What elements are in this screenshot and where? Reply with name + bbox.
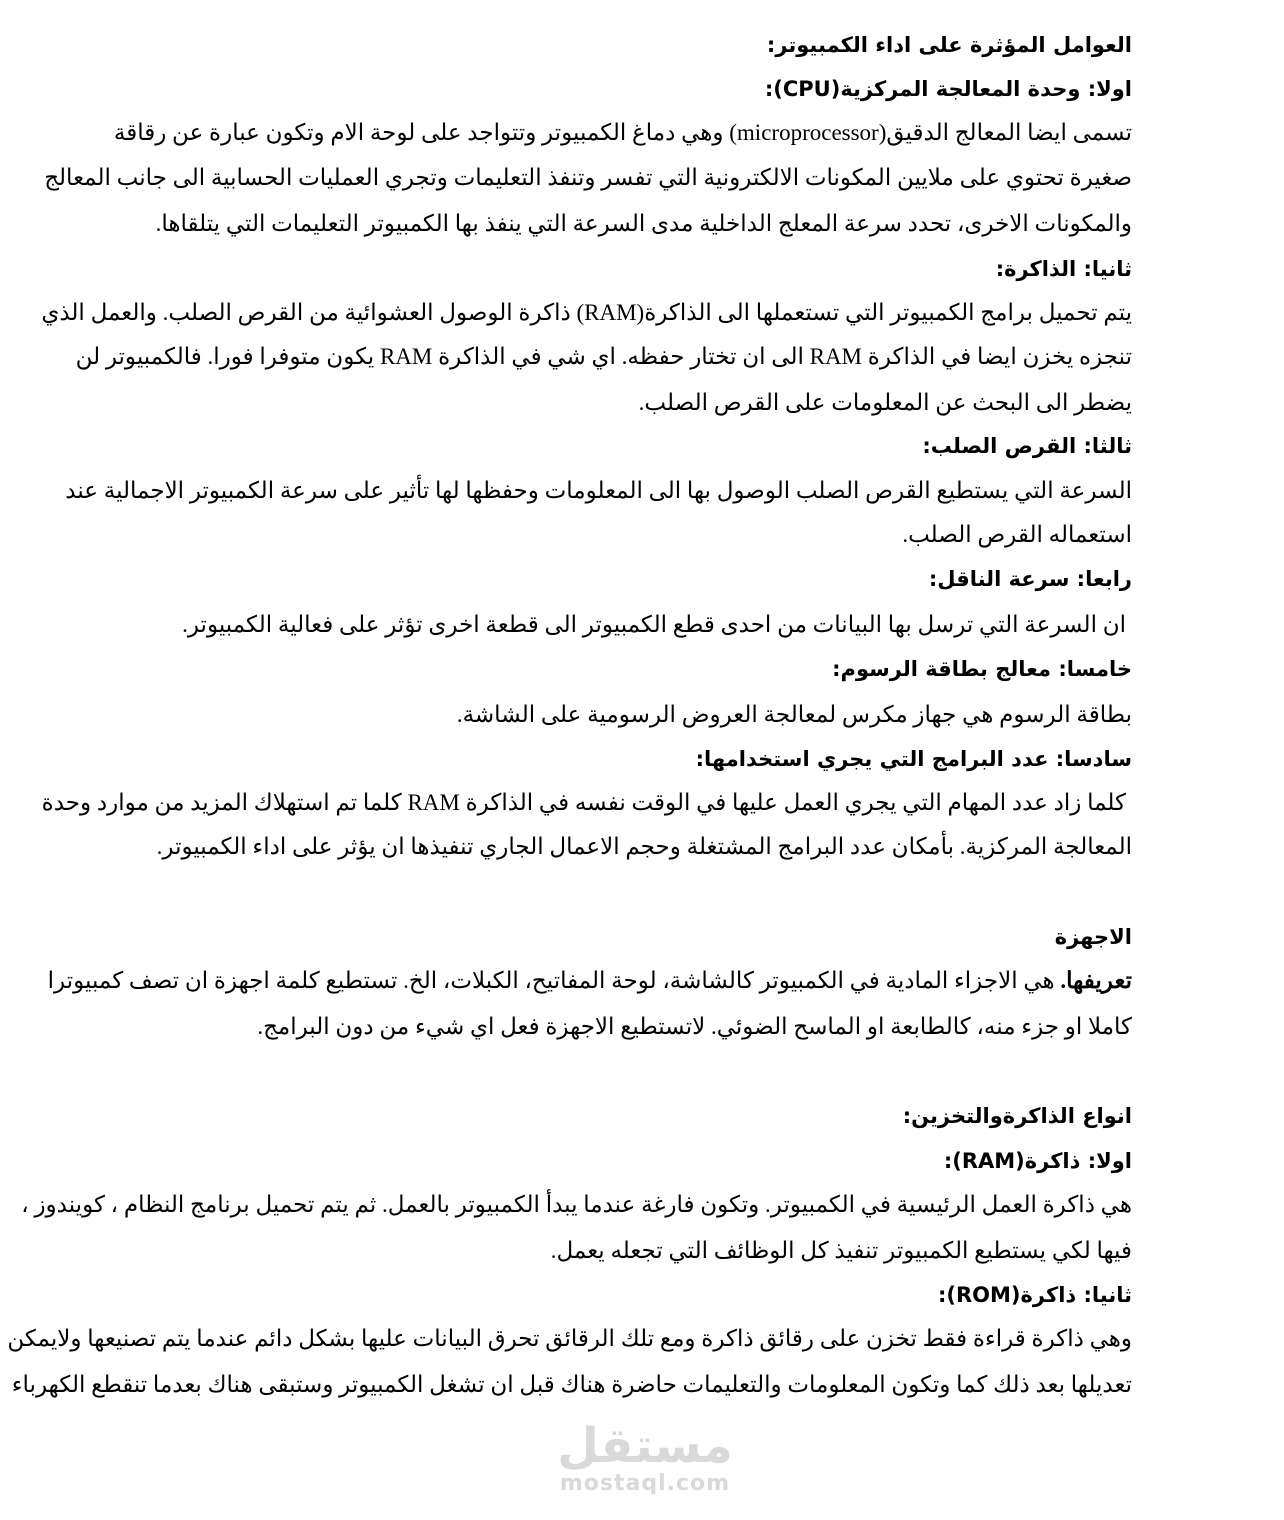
programs-paragraph-line: المعالجة المركزية. بأمكان عدد البرامج المشتغلة وحجم الاعمال الجاري تنفيذها ان يؤثر على اداء الكمبيوتر. [156, 834, 1132, 859]
bus-speed-heading: رابعا: سرعة الناقل: [928, 567, 1132, 591]
section-title: العوامل المؤثرة على اداء الكمبيوتر: [766, 33, 1132, 57]
graphics-paragraph-line: بطاقة الرسوم هي جهاز مكرس لمعالجة العروض الرسومية على الشاشة. [456, 702, 1132, 727]
hard-disk-heading: ثالثا: القرص الصلب: [922, 434, 1132, 458]
hardware-title: الاجهزة [1054, 925, 1132, 949]
rom-heading: ثانيا: ذاكرة(ROM): [938, 1283, 1132, 1307]
rom-paragraph-line: تعديلها بعد ذلك كما وتكون المعلومات والتعليمات حاضرة هناك قبل ان تشغل الكمبيوتر وستبقى هناك بعدما تنقطع الكهرباء [11, 1372, 1132, 1397]
hardware-definition-line: كاملا او جزء منه، كالطابعة او الماسح الضوئي. لاتستطيع الاجهزة فعل اي شيء من دون البرامج. [257, 1014, 1132, 1039]
ram-paragraph-line: فيها لكي يستطيع الكمبيوتر تنفيذ كل الوظائف التي تجعله يعمل. [550, 1238, 1132, 1263]
ram-heading: اولا: ذاكرة(RAM): [943, 1149, 1132, 1173]
cpu-paragraph-line: تسمى ايضا المعالج الدقيق(microprocessor) وهي دماغ الكمبيوتر وتتواجد على لوحة الام وتكون عبارة عن رقاقة [113, 120, 1132, 145]
hard-disk-paragraph-line: السرعة التي يستطيع القرص الصلب الوصول بها الى المعلومات وحفظها لها تأثير على سرعة الكمبيوتر الاجمالية عند [65, 478, 1132, 503]
cpu-paragraph-line: والمكونات الاخرى، تحدد سرعة المعلج الداخلية مدى السرعة التي ينفذ بها الكمبيوتر التعليمات التي يتلقاها. [155, 211, 1132, 236]
rom-paragraph-line: وهي ذاكرة قراءة فقط تخزن على رقائق ذاكرة ومع تلك الرقائق تحرق البيانات عليها بشكل دائم عندما يتم تصنيعها ولايمكن [7, 1326, 1132, 1351]
memory-paragraph-line: يضطر الى البحث عن المعلومات على القرص الصلب. [638, 390, 1132, 415]
memory-heading: ثانيا: الذاكرة: [995, 257, 1132, 281]
cpu-heading: اولا: وحدة المعالجة المركزية(CPU): [764, 77, 1132, 101]
ram-paragraph-line: هي ذاكرة العمل الرئيسية في الكمبيوتر. وتكون فارغة عندما يبدأ الكمبيوتر بالعمل. ثم يتم تحميل برنامج النظام ، كويندوز ، [21, 1192, 1132, 1217]
graphics-heading: خامسا: معالج بطاقة الرسوم: [832, 657, 1132, 681]
programs-heading: سادسا: عدد البرامج التي يجري استخدامها: [695, 747, 1132, 771]
watermark-url: mostaql.com [559, 1471, 731, 1496]
mostaql-watermark [520, 1420, 770, 1500]
hardware-definition-line [47, 966, 1132, 996]
cpu-paragraph-line: صغيرة تحتوي على ملايين المكونات الالكترونية التي تفسر وتنفذ التعليمات وتجري العمليات الحسابية الى جانب المعالج [44, 165, 1132, 190]
hard-disk-paragraph-line: استعماله القرص الصلب. [902, 522, 1132, 547]
memory-types-title: انواع الذاكرةوالتخزين: [902, 1104, 1132, 1128]
programs-paragraph-line: كلما زاد عدد المهام التي يجري العمل عليها في الوقت نفسه في الذاكرة RAM كلما تم استهلاك المزيد من موارد وحدة [41, 790, 1126, 815]
memory-paragraph-line: تنجزه يخزن ايضا في الذاكرة RAM الى ان تختار حفظه. اي شي في الذاكرة RAM يكون متوفرا فورا. فالكمبيوتر لن [75, 344, 1132, 369]
definition-text: هي الاجزاء المادية في الكمبيوتر كالشاشة، لوحة المفاتيح، الكبلات، الخ. تستطيع كلمة اجهزة ان تصف كمبيوترا [47, 968, 1061, 993]
definition-label: تعريفها. [1060, 968, 1132, 993]
memory-paragraph-line: يتم تحميل برامج الكمبيوتر التي تستعملها الى الذاكرة(RAM) ذاكرة الوصول العشوائية من القرص الصلب. والعمل الذي [41, 300, 1132, 325]
bus-speed-paragraph-line: ان السرعة التي ترسل بها البيانات من احدى قطع الكمبيوتر الى قطعة اخرى تؤثر على فعالية الكمبيوتر. [182, 612, 1126, 637]
watermark-logo-text: مستقل [557, 1418, 733, 1474]
